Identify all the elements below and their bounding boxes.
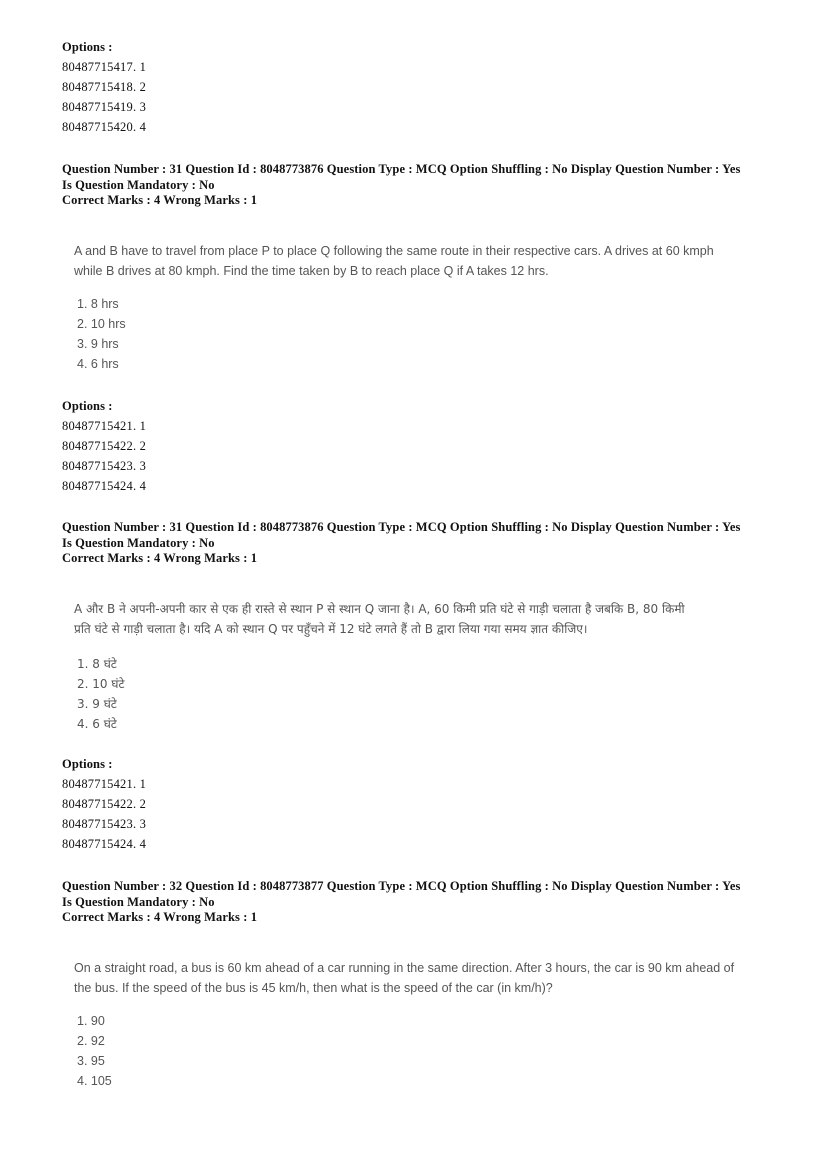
question-text — [74, 242, 789, 281]
answer-choice: 4. 105 — [77, 1074, 112, 1088]
question-text-line: प्रति घंटे से गाड़ी चलाता है। यदि A को स्थान Q पर पहुँचने में 12 घंटे लगते हैं तो B द्वारा लिया गया समय ज्ञात कीजिए। — [74, 621, 588, 636]
answer-choice: 2. 10 hrs — [77, 317, 126, 331]
question-meta-line: Question Number : 32 Question Id : 8048773877 Question Type : MCQ Option Shuffling : No Display Question Number : Yes — [62, 879, 741, 893]
option-id: 80487715418. 2 — [62, 80, 147, 94]
question-text-line: A and B have to travel from place P to place Q following the same route in their respective cars. A drives at 60 kmph — [74, 244, 714, 258]
question-meta-line: Question Number : 31 Question Id : 8048773876 Question Type : MCQ Option Shuffling : No Display Question Number : Yes — [62, 162, 741, 176]
option-id: 80487715419. 3 — [62, 100, 147, 114]
option-id: 80487715417. 1 — [62, 60, 147, 74]
question-meta — [62, 520, 782, 567]
question-text-line: On a straight road, a bus is 60 km ahead of a car running in the same direction. After 3 hours, the car is 90 km ahead of — [74, 961, 735, 975]
option-id: 80487715423. 3 — [62, 459, 147, 473]
option-id: 80487715422. 2 — [62, 797, 147, 811]
answer-choice: 1. 90 — [77, 1014, 105, 1028]
question-mandatory: Is Question Mandatory : No — [62, 535, 215, 550]
options-heading: Options : — [62, 399, 113, 413]
answer-choice: 3. 95 — [77, 1054, 105, 1068]
question-meta-line: Question Number : 31 Question Id : 8048773876 Question Type : MCQ Option Shuffling : No Display Question Number : Yes — [62, 520, 741, 534]
question-marks: Correct Marks : 4 Wrong Marks : 1 — [62, 193, 258, 207]
option-id: 80487715423. 3 — [62, 817, 147, 831]
option-id: 80487715420. 4 — [62, 120, 147, 134]
question-marks: Correct Marks : 4 Wrong Marks : 1 — [62, 551, 258, 565]
question-mandatory: Is Question Mandatory : No — [62, 894, 215, 909]
option-id: 80487715424. 4 — [62, 479, 147, 493]
option-id: 80487715421. 1 — [62, 419, 147, 433]
question-meta — [62, 879, 782, 926]
question-text — [74, 959, 789, 998]
question-meta — [62, 162, 782, 209]
question-marks: Correct Marks : 4 Wrong Marks : 1 — [62, 910, 258, 924]
option-id: 80487715424. 4 — [62, 837, 147, 851]
answer-choice: 3. 9 hrs — [77, 337, 119, 351]
answer-choice: 1. 8 घंटे — [77, 657, 117, 671]
question-text — [74, 600, 789, 639]
question-text-line: while B drives at 80 kmph. Find the time taken by B to reach place Q if A takes 12 hrs. — [74, 263, 549, 278]
answer-choice: 4. 6 घंटे — [77, 717, 117, 731]
question-text-line: A और B ने अपनी-अपनी कार से एक ही रास्ते से स्थान P से स्थान Q जाना है। A, 60 किमी प्रति घंटे से गाड़ी चलाता है जबकि B, 80 किमी — [74, 602, 685, 616]
option-id: 80487715422. 2 — [62, 439, 147, 453]
answer-choice: 2. 10 घंटे — [77, 677, 125, 691]
answer-choice: 4. 6 hrs — [77, 357, 119, 371]
option-id: 80487715421. 1 — [62, 777, 147, 791]
question-mandatory: Is Question Mandatory : No — [62, 177, 215, 192]
options-heading: Options : — [62, 40, 113, 54]
options-heading: Options : — [62, 757, 113, 771]
answer-choice: 3. 9 घंटे — [77, 697, 117, 711]
answer-choice: 2. 92 — [77, 1034, 105, 1048]
question-text-line: the bus. If the speed of the bus is 45 km/h, then what is the speed of the car (in km/h)? — [74, 980, 553, 995]
answer-choice: 1. 8 hrs — [77, 297, 119, 311]
